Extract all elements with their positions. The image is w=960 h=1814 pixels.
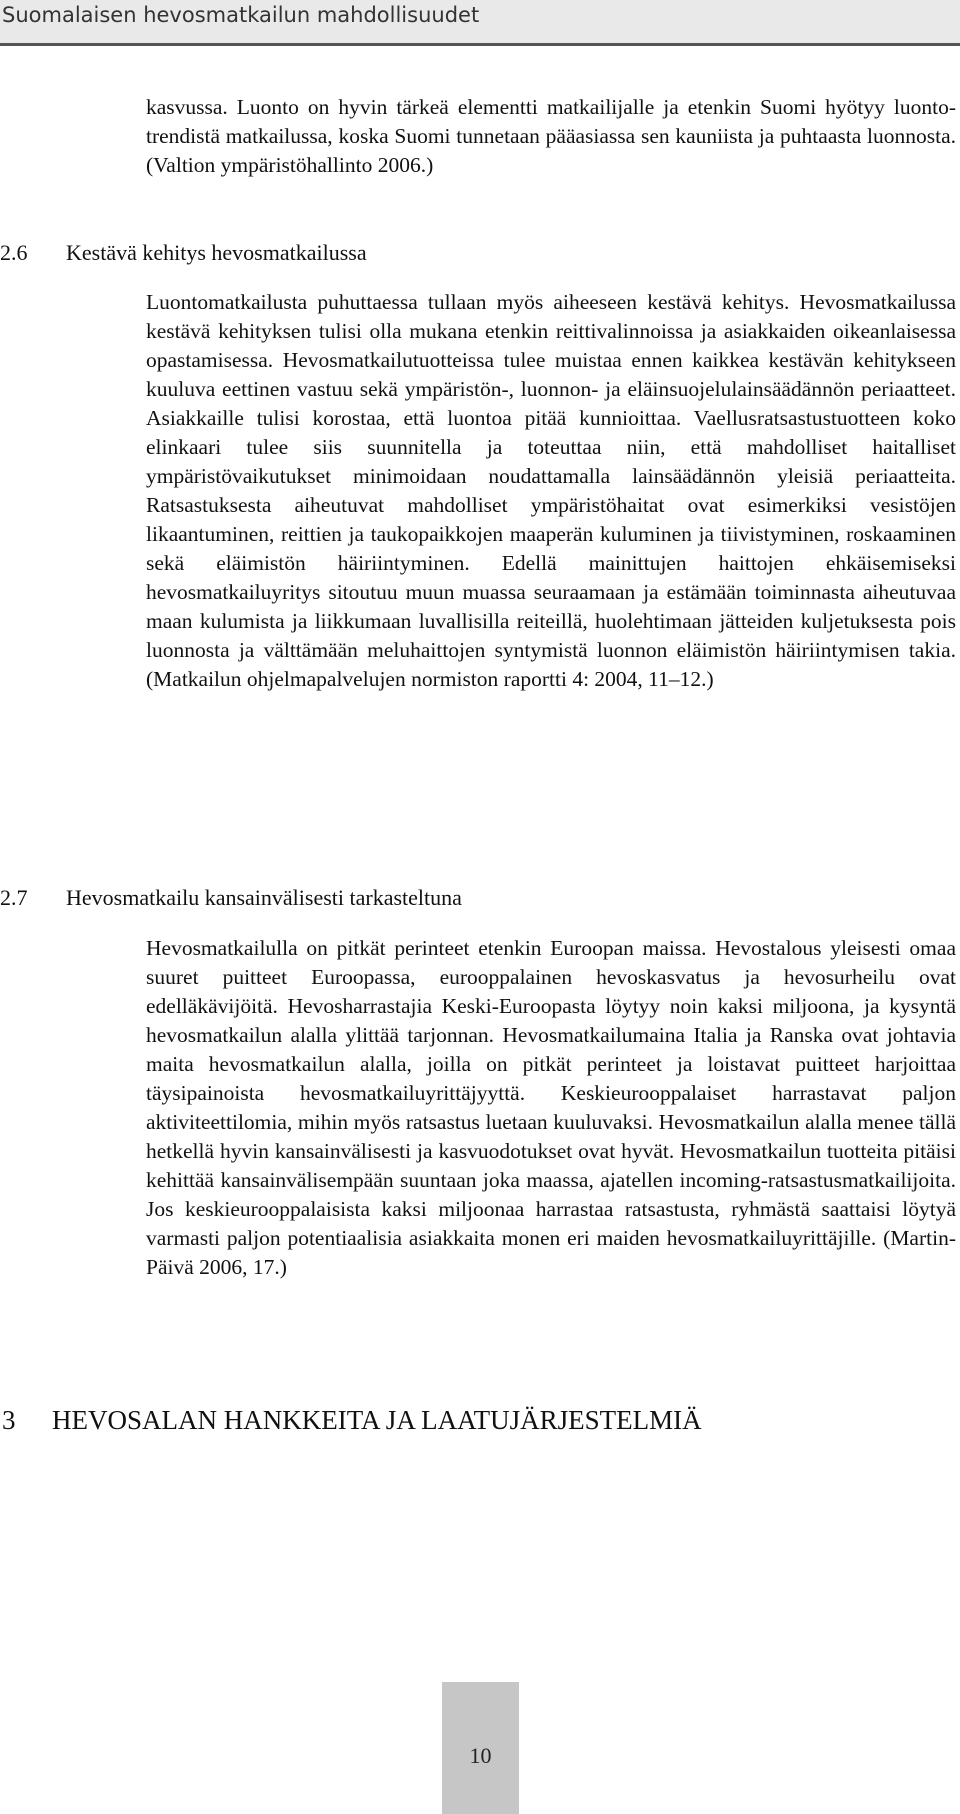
section-title: Kestävä kehitys hevosmatkailussa [66, 240, 367, 265]
section-2-7-paragraph: Hevosmatkailulla on pitkät perinteet etenkin Euroopan maissa. Hevostalous yleisesti omaa suuret puitteet Euroopassa, eurooppalainen hevoskasvatus ja hevosurheilu ovat edelläkävijöitä. Hevosharrastajia Keski-Euroopasta löytyy noin kaksi miljoona, ja kysyntä hevosmatkailun alalla ylittää tarjonnan. Hevosmatkailumaina Italia ja Ranska ovat johtavia maita hevosmatkailun alalla, joilla on pitkät perinteet ja loistavat puitteet harjoittaa täysipainoista hevosmatkailuyrittäjyyttä. Keskieurooppalaiset harrastavat paljon aktiviteettilomia, mihin myös ratsastus luetaan kuuluvaksi. Hevosmatkailun alalla menee tällä hetkellä hyvin kansainvälisesti ja kasvuodotukset ovat hyvät. Hevosmatkailun tuotteita pitäisi kehittää kansainvälisempään suuntaan joka maassa, ajatellen incoming-ratsastusmatkailijoita. Jos keskieurooppalaisista kaksi miljoonaa harrastaa ratsastusta, ryhmästä saattaisi löytyä varmasti paljon potentiaalisia asiakkaita monen eri maiden hevosmatkailuyrittäjille. (Martin-Päivä 2006, 17.) [146, 936, 956, 1279]
running-header [0, 0, 960, 46]
section-heading-2-7 [0, 883, 462, 912]
chapter-heading-3 [2, 1403, 702, 1437]
section-number: 2.6 [0, 240, 28, 265]
chapter-number: 3 [2, 1405, 16, 1435]
chapter-title: HEVOSALAN HANKKEITA JA LAATUJÄRJESTELMIÄ [52, 1405, 702, 1435]
page-number-box [442, 1682, 519, 1814]
section-number: 2.7 [0, 885, 28, 910]
page-number: 10 [469, 1743, 492, 1768]
intro-paragraph: kasvussa. Luonto on hyvin tärkeä elementti matkailijalle ja etenkin Suomi hyötyy luonto-trendistä matkailussa, koska Suomi tunnetaan pääasiassa sen kauniista ja puhtaasta luonnosta. (Valtion ympäristöhallinto 2006.) [146, 95, 956, 177]
section-2-6-paragraph: Luontomatkailusta puhuttaessa tullaan myös aiheeseen kestävä kehitys. Hevosmatkailussa kestävä kehityksen tulisi olla mukana etenkin reittivalinnoissa ja asiakkaiden oikeanlaisessa opastamisessa. Hevosmatkailutuotteissa tulee muistaa ennen kaikkea kestävän kehitykseen kuuluva eettinen vastuu sekä ympäristön-, luonnon- ja eläinsuojelulainsäädännön periaatteet. Asiakkaille tulisi korostaa, että luontoa pitää kunnioittaa. Vaellusratsastustuotteen koko elinkaari tulee siis suunnitella ja toteuttaa niin, että mahdolliset haitalliset ympäristövaikutukset minimoidaan noudattamalla lainsäädännön yleisiä periaatteita. Ratsastuksesta aiheutuvat mahdolliset ympäristöhaitat ovat esimerkiksi vesistöjen likaantuminen, reittien ja taukopaikkojen maaperän kuluminen ja tiivistyminen, roskaaminen sekä eläimistön häiriintyminen. Edellä mainittujen haittojen ehkäisemiseksi hevosmatkailuyritys sitoutuu muun muassa seuraamaan ja estämään toiminnasta aiheutuvaa maan kulumista ja liikkumaan luvallisilla reiteillä, huolehtimaan jätteiden kuljetuksesta pois luonnosta ja välttämään meluhaittojen syntymistä luonnon eläimistön häiriintymisen takia. (Matkailun ohjelmapalvelujen normiston raportti 4: 2004, 11–12.) [146, 290, 956, 691]
running-header-title: Suomalaisen hevosmatkailun mahdollisuudet [2, 3, 480, 27]
section-title: Hevosmatkailu kansainvälisesti tarkasteltuna [66, 885, 462, 910]
section-heading-2-6 [0, 238, 367, 267]
